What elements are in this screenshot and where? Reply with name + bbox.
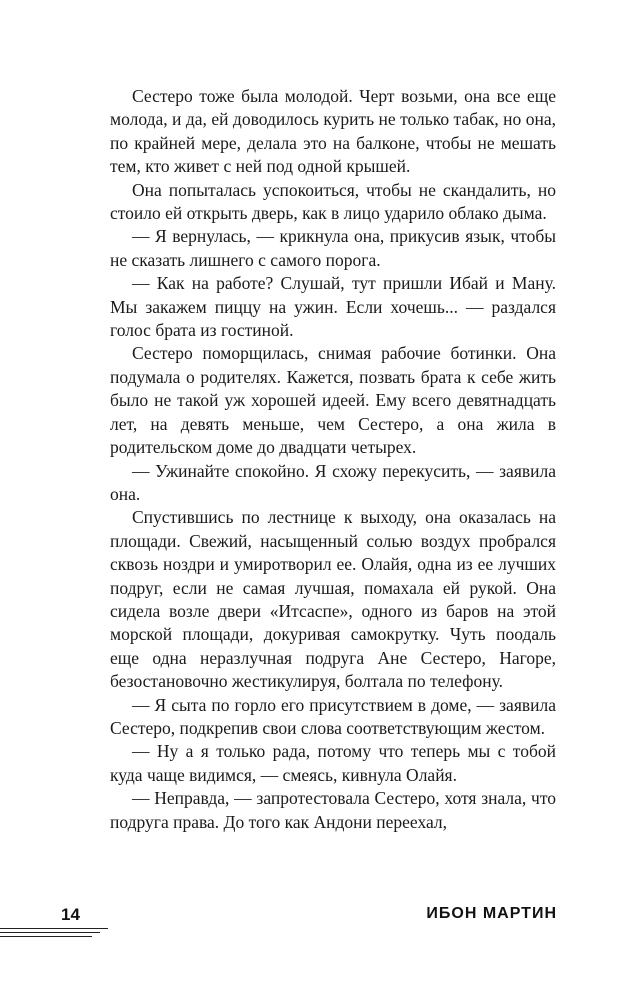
paragraph: — Неправда, — запротестовала Сестеро, хотя знала, что подруга права. До того как Андони переехал, xyxy=(110,788,556,832)
paragraph: — Ужинайте спокойно. Я схожу перекусить, — заявила она. xyxy=(110,460,556,504)
paragraph: Спустившись по лестнице к выходу, она оказалась на площади. Свежий, насыщенный солью воздух пробрался сквозь ноздри и умиротворил ее. Олайя, одна из ее лучших подруг, если не самая лучшая, помахала ей рукой. Она сидела возле двери «Итсаспе», одного из баров на этой морской площади, докуривая самокрутку. Чуть поодаль еще одна неразлучная подруга Ане Сестеро, Нагоре, безостановочно жестикулируя, болтала по телефону. xyxy=(110,507,556,692)
body-text xyxy=(110,85,556,834)
page-footer xyxy=(0,905,619,945)
footer-rule xyxy=(0,936,92,937)
paragraph: Сестеро тоже была молодой. Черт возьми, она все еще молода, и да, ей доводилось курить не только табак, но она, по крайней мере, делала это на балконе, чтобы не мешать тем, кто живет с ней под одной крышей. xyxy=(110,86,556,177)
running-author: ИБОН МАРТИН xyxy=(426,905,557,922)
footer-rule xyxy=(0,932,100,933)
footer-rule xyxy=(0,928,108,929)
paragraph: — Я вернулась, — крикнула она, прикусив язык, чтобы не сказать лишнего с самого порога. xyxy=(110,226,556,270)
paragraph: Сестеро поморщилась, снимая рабочие ботинки. Она подумала о родителях. Кажется, позвать брата к себе жить было не такой уж хорошей идеей. Ему всего девятнадцать лет, на девять меньше, чем Сестеро, а она жила в родительском доме до двадцати четырех. xyxy=(110,343,556,458)
paragraph: — Ну а я только рада, потому что теперь мы с тобой куда чаще видимся, — смеясь, кивнула Олайя. xyxy=(110,741,556,785)
page-number: 14 xyxy=(61,905,80,924)
paragraph: Она попыталась успокоиться, чтобы не скандалить, но стоило ей открыть дверь, как в лицо ударило облако дыма. xyxy=(110,179,556,224)
paragraph: — Я сыта по горло его присутствием в доме, — заявила Сестеро, подкрепив свои слова соответствующим жестом. xyxy=(110,694,556,738)
paragraph: — Как на работе? Слушай, тут пришли Ибай и Ману. Мы закажем пиццу на ужин. Если хочешь... — раздался голос брата из гостиной. xyxy=(110,273,556,341)
